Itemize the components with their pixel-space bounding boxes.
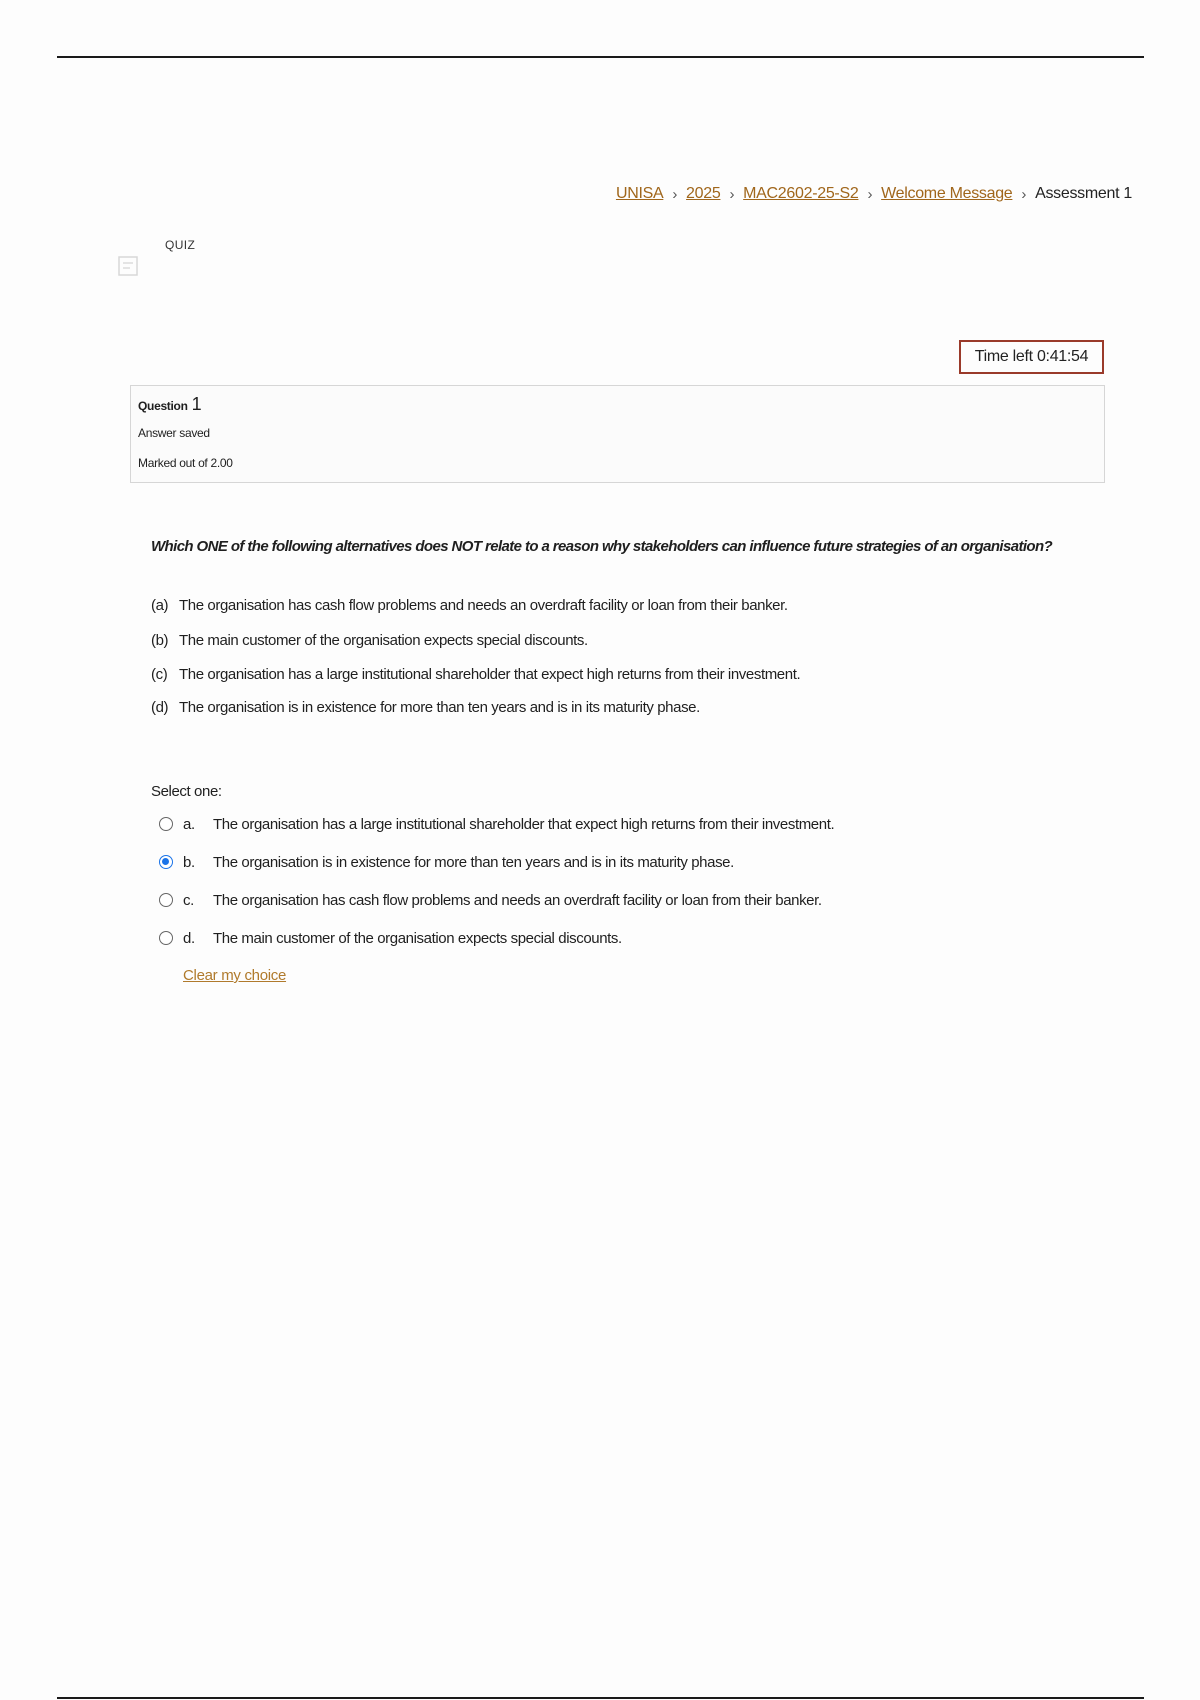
question-info-panel: [130, 385, 1105, 483]
radio-button[interactable]: [159, 931, 173, 945]
breadcrumb-link-section[interactable]: Welcome Message: [881, 185, 1013, 202]
chevron-right-icon: ›: [1021, 185, 1027, 203]
option-letter: a.: [183, 815, 195, 833]
select-one-prompt: Select one:: [151, 783, 222, 800]
question-alternative: [151, 597, 788, 614]
question-grade: Marked out of 2.00: [138, 456, 233, 470]
option-letter: b.: [183, 853, 195, 871]
clear-choice-link[interactable]: Clear my choice: [183, 967, 287, 984]
top-divider: [57, 56, 1144, 58]
breadcrumb-link-year[interactable]: 2025: [686, 185, 721, 202]
question-label: Question: [138, 399, 188, 413]
answer-option-a[interactable]: [159, 812, 834, 836]
alternative-text: The main customer of the organisation expects special discounts.: [179, 632, 588, 649]
alternative-label: (b): [151, 632, 169, 649]
answer-option-d[interactable]: [159, 926, 622, 950]
radio-button[interactable]: [159, 893, 173, 907]
question-alternative: [151, 632, 588, 649]
question-state: Answer saved: [138, 426, 210, 440]
option-letter: c.: [183, 891, 194, 909]
answer-option-b[interactable]: [159, 850, 734, 874]
question-text: Which ONE of the following alternatives does NOT relate to a reason why stakeholders can influence future strategies of an organisation?: [151, 538, 1053, 555]
bottom-divider: [57, 1697, 1144, 1699]
alternative-text: The organisation has a large institutional shareholder that expect high returns from their investment.: [179, 666, 801, 683]
alternative-text: The organisation is in existence for more than ten years and is in its maturity phase.: [179, 699, 700, 716]
alternative-text: The organisation has cash flow problems and needs an overdraft facility or loan from their banker.: [179, 597, 788, 614]
breadcrumb: [616, 185, 1132, 203]
breadcrumb-link-course[interactable]: MAC2602-25-S2: [743, 185, 859, 202]
question-number-value: 1: [191, 394, 202, 414]
alternative-label: (c): [151, 666, 168, 683]
quiz-icon: [116, 254, 142, 280]
breadcrumb-current: Assessment 1: [1035, 185, 1132, 202]
chevron-right-icon: ›: [672, 185, 678, 203]
radio-button[interactable]: [159, 817, 173, 831]
question-number: [138, 394, 201, 415]
quiz-timer: Time left 0:41:54: [959, 340, 1104, 374]
activity-type-label: QUIZ: [165, 238, 196, 252]
radio-button-selected[interactable]: [159, 855, 173, 869]
option-text: The organisation is in existence for more than ten years and is in its maturity phase.: [213, 853, 734, 871]
chevron-right-icon: ›: [867, 185, 873, 203]
chevron-right-icon: ›: [729, 185, 735, 203]
alternative-label: (a): [151, 597, 169, 614]
alternative-label: (d): [151, 699, 169, 716]
question-alternative: [151, 666, 800, 683]
option-text: The main customer of the organisation expects special discounts.: [213, 929, 622, 947]
option-text: The organisation has a large institutional shareholder that expect high returns from their investment.: [213, 815, 835, 833]
breadcrumb-link-unisa[interactable]: UNISA: [615, 185, 664, 202]
option-letter: d.: [183, 929, 195, 947]
question-alternative: [151, 699, 700, 716]
option-text: The organisation has cash flow problems and needs an overdraft facility or loan from their banker.: [213, 891, 822, 909]
answer-option-c[interactable]: [159, 888, 822, 912]
